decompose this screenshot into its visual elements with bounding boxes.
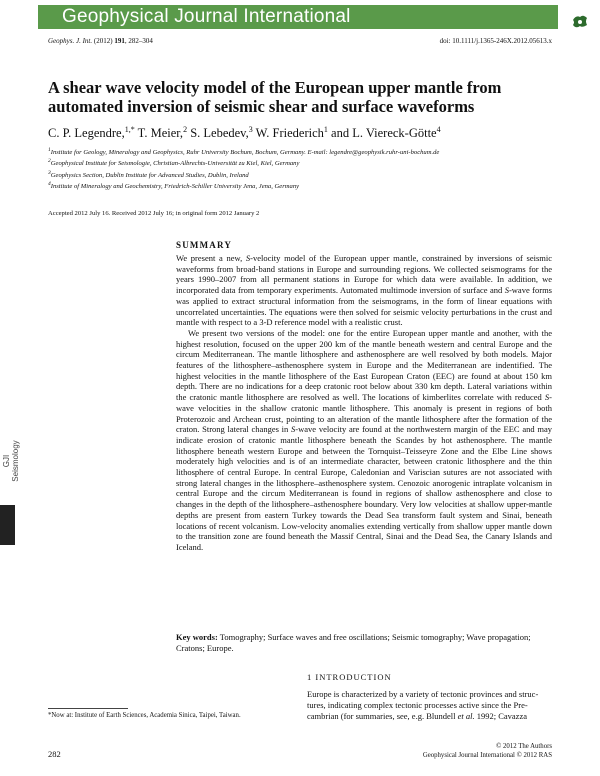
author-name: S. Lebedev,: [187, 126, 249, 141]
citation-year: (2012): [93, 37, 113, 45]
author-name: C. P. Legendre,: [48, 126, 125, 141]
affiliation: [48, 169, 558, 180]
affiliations: [48, 146, 558, 192]
author-name: T. Meier,: [134, 126, 184, 141]
intro-line: [307, 711, 552, 722]
affiliation-number: 3: [48, 169, 51, 176]
intro-text-run: 1992; Cavazza: [474, 710, 527, 721]
author-name: W. Friederich: [252, 126, 324, 141]
accepted-dates: Accepted 2012 July 16. Received 2012 July 16; in original form 2012 January 2: [48, 210, 260, 217]
author-list: [48, 125, 441, 141]
copyright-line: Geophysical Journal International © 2012 RAS: [422, 752, 552, 759]
author-affiliation-marker: 3: [248, 125, 253, 134]
affiliation-text: Institute of Mineralogy and Geochemistry, Friedrich-Schiller University Jena, Jena, Germany: [50, 183, 300, 191]
footnote-divider: [48, 708, 128, 709]
journal-title: Geophysical Journal International: [62, 6, 351, 27]
intro-italic-run: et al.: [457, 710, 475, 721]
side-tab-marker: [0, 505, 15, 545]
author-affiliation-marker: 1,*: [124, 125, 135, 134]
intro-line: Europe is characterized by a variety of tectonic provinces and struc-: [307, 689, 539, 699]
footnote: *Now at: Institute of Earth Sciences, Academia Sinica, Taipei, Taiwan.: [48, 712, 241, 719]
author-name: and L. Viereck-Götte: [327, 126, 437, 141]
affiliation-number: 2: [48, 158, 51, 165]
affiliation-text: Geophysical Institute for Seismologie, Christian-Albrechts-Universität zu Kiel, Kiel, Germany: [50, 160, 300, 168]
affiliation: [48, 146, 558, 157]
affiliation-number: 4: [48, 181, 51, 188]
copyright: [423, 742, 552, 760]
affiliation: [48, 180, 558, 191]
citation-line: [48, 37, 153, 45]
affiliation-text: Geophysics Section, Dublin Institute for Advanced Studies, Dublin, Ireland: [50, 171, 249, 179]
introduction-heading: 1 INTRODUCTION: [307, 672, 392, 682]
author-affiliation-marker: 1: [323, 125, 328, 134]
journal-logo-icon: [568, 11, 592, 33]
affiliation-number: 1: [48, 147, 51, 153]
citation-pages: , 282–304: [124, 37, 153, 45]
keywords-label: Key words:: [176, 632, 218, 642]
copyright-line: © 2012 The Authors: [496, 743, 552, 750]
intro-line: tures, indicating complex tectonic processes active since the Pre-: [307, 699, 528, 710]
page-number: 282: [48, 749, 61, 759]
keywords-text: Tomography; Surface waves and free oscillations; Seismic tomography; Wave propagation; Cratons; Europe.: [176, 632, 531, 653]
keywords: [176, 632, 552, 653]
journal-abbr: Geophys. J. Int.: [48, 37, 93, 45]
affiliation: [48, 157, 558, 168]
introduction-text: [307, 689, 552, 721]
section-side-label: GJI Seismology: [2, 440, 20, 482]
journal-banner: [38, 5, 558, 29]
summary-paragraph: We present a new, S-velocity model of the European upper mantle, constrained by inversions of seismic waveforms from broad-band stations in Europe and surrounding regions. We collected seismograms for the years 1990–2007 from all permanent stations in Europe for which data were available. In addition, we incorporated data from temporary experiments. Automated multimode inversion of surface and S-wave forms was applied to extract structural information from the seismograms, in the form of linear equations with uncorrelated uncertainties. The equations were then solved for seismic velocity perturbations in the crust and mantle with respect to a 3-D reference model with a realistic crust.: [176, 253, 553, 328]
summary-text: [176, 253, 552, 553]
citation-volume: 191: [114, 37, 125, 45]
author-affiliation-marker: 2: [183, 125, 188, 134]
intro-text-run: cambrian (for summaries, see, e.g. Blundell: [307, 710, 458, 721]
summary-heading: SUMMARY: [176, 240, 233, 250]
summary-paragraph: We present two versions of the model: one for the entire European upper mantle and another, with the highest resolution, focused on the upper 200 km of the mantle beneath western and central Europe and the circum Mediterranean. The mantle lithosphere and asthenosphere are well resolved by both models. Major features of the lithosphere–asthenosphere system in Europe and the Mediterranean are indentified. The highest velocities in the mantle lithosphere of the East European Craton (EEC) are found at about 150 km depth. There are no indications for a deep cratonic root below about 330 km depth. Lateral variations within the cratonic mantle lithosphere are resolved as well. The locations of kimberlites correlate with reduced S-wave velocities in the shallow cratonic mantle lithosphere. This anomaly is present in regions of both Proterozoic and Archean crust, pointing to an alteration of the mantle lithosphere after the formation of the craton. Strong lateral changes in S-wave velocity are found at the northwestern margin of the EEC and may indicate erosion of cratonic mantle lithosphere beneath the Scandes by hot asthenosphere. The mantle lithosphere beneath western Europe and between the Tornquist–Teisseyre Zone and the Elbe Line shows moderately high velocities and is of an intermediate character, between cratonic lithosphere and the thin lithosphere of central Europe. In central Europe, Caledonian and Variscian sutures are not associated with strong lateral changes in the lithosphere–asthenosphere system. Cenozoic anorogenic intraplate volcanism in central Europe and the circum Mediterranean is found in regions of shallow asthenosphere and close to changes in the depth of the lithosphere–asthenosphere boundary. Very low velocities at shallow upper-mantle depths are present from eastern Turkey towards the Dead Sea transform fault system and Sinai, beneath locations of recent volcanism. Low-velocity anomalies extending vertically from shallow upper mantle down to the transition zone are found beneath the Massif Central, Sinai and the Dead Sea, the Canary Islands and Iceland.: [176, 327, 552, 552]
paper-title: A shear wave velocity model of the European upper mantle from automated inversion of seismic shear and surface waveforms: [48, 78, 502, 116]
affiliation-text: Institute for Geology, Mineralogy and Geophysics, Ruhr University Bochum, Bochum, Germany. E-mail: legendre@geophysik.ruhr-uni-bochum.de: [50, 149, 440, 157]
doi[interactable]: doi: 10.1111/j.1365-246X.2012.05613.x: [439, 37, 552, 45]
author-affiliation-marker: 4: [436, 125, 441, 134]
